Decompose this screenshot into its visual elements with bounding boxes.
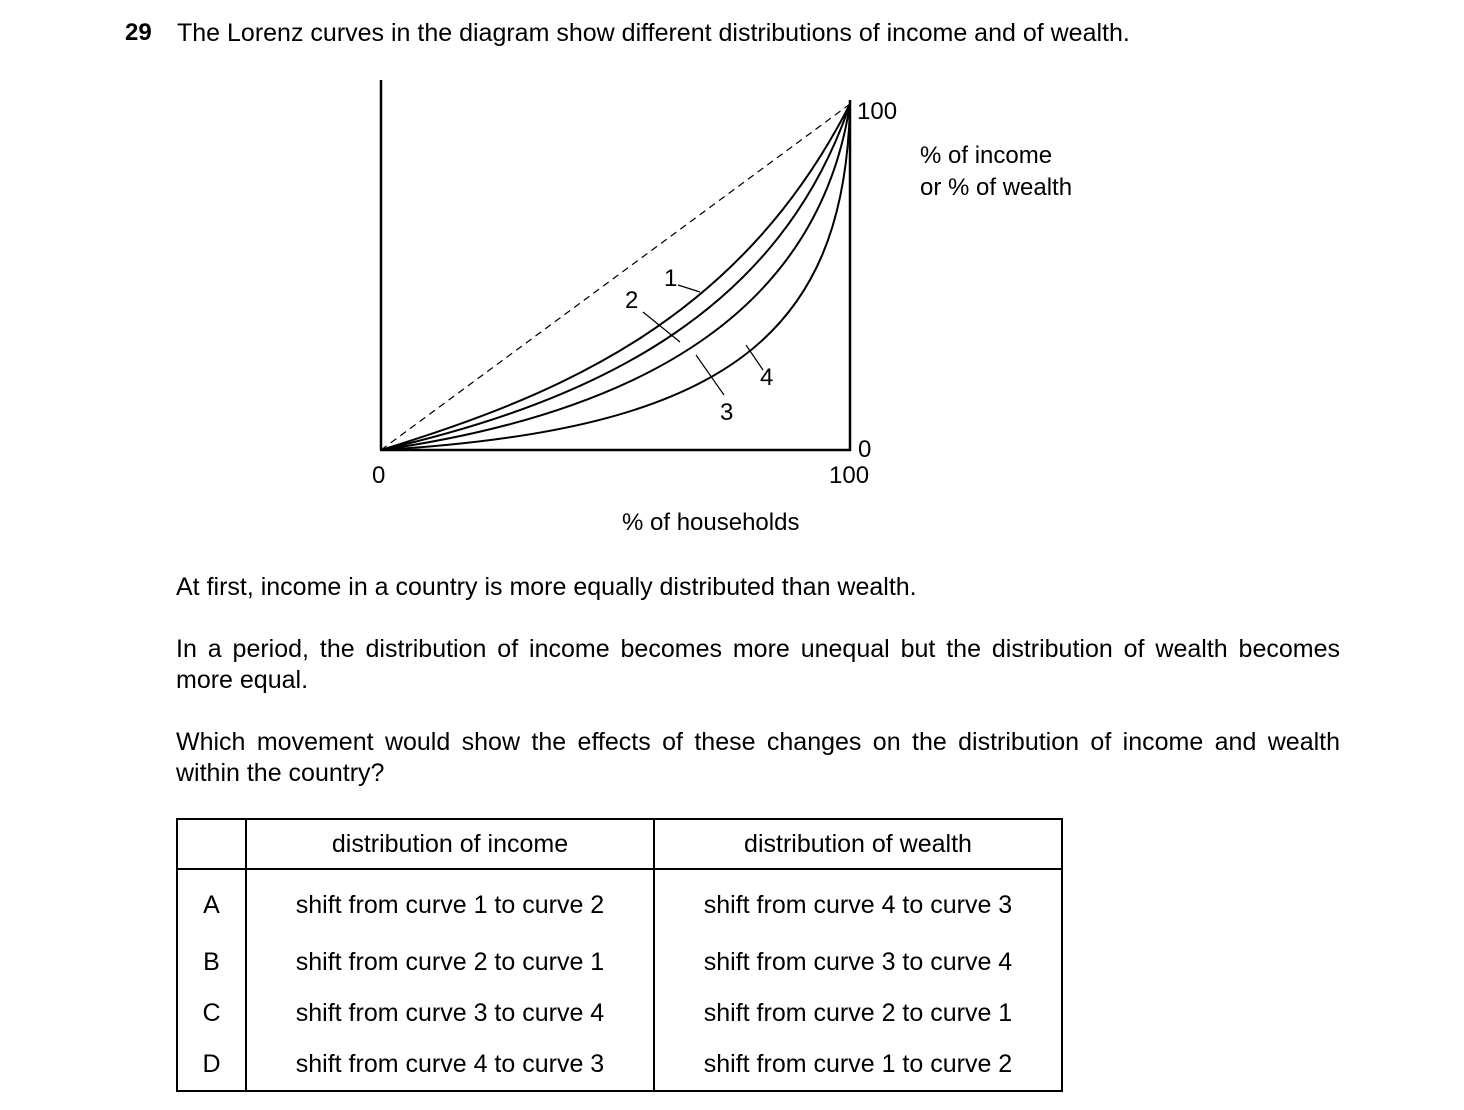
question-number: 29 — [125, 19, 152, 46]
option-key-b: B — [177, 937, 246, 988]
paragraph-1: At first, income in a country is more equally distributed than wealth. — [176, 573, 917, 601]
y-axis-top-label: 100 — [857, 98, 898, 125]
y-axis-label-line2: or % of wealth — [920, 174, 1073, 201]
table-row — [177, 937, 1062, 988]
table-row — [177, 988, 1062, 1039]
option-d-wealth: shift from curve 1 to curve 2 — [654, 1039, 1062, 1091]
header-wealth: distribution of wealth — [654, 819, 1062, 869]
option-a-income: shift from curve 1 to curve 2 — [246, 869, 654, 937]
leader-line-2 — [643, 312, 680, 342]
table-row — [177, 1039, 1062, 1091]
curve-label-2: 2 — [625, 287, 639, 314]
option-key-c: C — [177, 988, 246, 1039]
paragraph-3: Which movement would show the effects of these changes on the distribution of income and wealth within the country? — [176, 728, 1340, 787]
option-b-wealth: shift from curve 3 to curve 4 — [654, 937, 1062, 988]
option-a-wealth: shift from curve 4 to curve 3 — [654, 869, 1062, 937]
paragraph-2: In a period, the distribution of income becomes more unequal but the distribution of wealth becomes more equal. — [176, 635, 1340, 694]
option-d-income: shift from curve 4 to curve 3 — [246, 1039, 654, 1091]
option-key-d: D — [177, 1039, 246, 1091]
y-axis-label-line1: % of income — [920, 142, 1053, 169]
leader-line-3 — [696, 355, 724, 395]
header-key — [177, 819, 246, 869]
option-b-income: shift from curve 2 to curve 1 — [246, 937, 654, 988]
x-axis-end-label: 100 — [829, 462, 870, 489]
curve-label-3: 3 — [720, 399, 734, 426]
option-c-wealth: shift from curve 2 to curve 1 — [654, 988, 1062, 1039]
x-axis-origin-label: 0 — [372, 462, 386, 489]
curve-label-4: 4 — [760, 364, 774, 391]
table-header-row — [177, 819, 1062, 869]
leader-line-1 — [678, 285, 700, 292]
line-of-equality — [381, 104, 850, 450]
options-table — [176, 818, 1063, 1092]
option-c-income: shift from curve 3 to curve 4 — [246, 988, 654, 1039]
option-key-a: A — [177, 869, 246, 937]
y-axis-zero-label: 0 — [858, 436, 872, 463]
header-income: distribution of income — [246, 819, 654, 869]
curve-label-1: 1 — [664, 265, 678, 292]
question-stem: The Lorenz curves in the diagram show different distributions of income and of wealth. — [177, 19, 1130, 47]
x-axis-title: % of households — [622, 509, 800, 536]
table-row — [177, 869, 1062, 937]
